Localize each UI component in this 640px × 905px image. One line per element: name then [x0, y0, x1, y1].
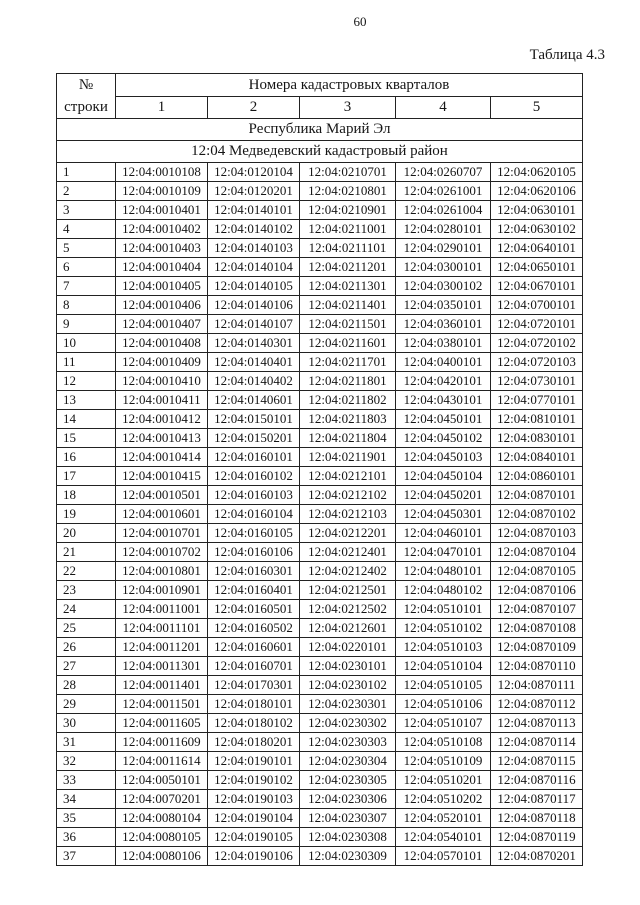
row-number-cell: 26	[57, 638, 116, 657]
cadastral-quarter-cell: 12:04:0010404	[116, 258, 208, 277]
cadastral-quarter-cell: 12:04:0211801	[300, 372, 396, 391]
cadastral-quarter-cell: 12:04:0140105	[208, 277, 300, 296]
cadastral-quarter-cell: 12:04:0010801	[116, 562, 208, 581]
table-row	[57, 410, 583, 429]
cadastral-quarter-cell: 12:04:0010401	[116, 201, 208, 220]
table-row	[57, 847, 583, 866]
cadastral-quarter-cell: 12:04:0160301	[208, 562, 300, 581]
cadastral-quarter-cell: 12:04:0450301	[396, 505, 491, 524]
cadastral-quarter-cell: 12:04:0211802	[300, 391, 396, 410]
cadastral-quarter-cell: 12:04:0190102	[208, 771, 300, 790]
table-row	[57, 467, 583, 486]
table-row	[57, 543, 583, 562]
cadastral-quarter-cell: 12:04:0010413	[116, 429, 208, 448]
table-row	[57, 809, 583, 828]
cadastral-quarter-cell: 12:04:0010414	[116, 448, 208, 467]
table-row	[57, 657, 583, 676]
row-number-cell: 11	[57, 353, 116, 372]
cadastral-quarter-cell: 12:04:0870106	[491, 581, 583, 600]
cadastral-quarter-cell: 12:04:0230303	[300, 733, 396, 752]
cadastral-quarter-cell: 12:04:0140301	[208, 334, 300, 353]
cadastral-quarter-cell: 12:04:0050101	[116, 771, 208, 790]
table-row	[57, 752, 583, 771]
cadastral-quarter-cell: 12:04:0211401	[300, 296, 396, 315]
cadastral-quarter-cell: 12:04:0510202	[396, 790, 491, 809]
row-number-cell: 25	[57, 619, 116, 638]
table-row	[57, 771, 583, 790]
cadastral-quarter-cell: 12:04:0160106	[208, 543, 300, 562]
cadastral-quarter-cell: 12:04:0450201	[396, 486, 491, 505]
cadastral-quarter-cell: 12:04:0010415	[116, 467, 208, 486]
cadastral-quarter-cell: 12:04:0211803	[300, 410, 396, 429]
cadastral-quarter-cell: 12:04:0300102	[396, 277, 491, 296]
cadastral-quarter-cell: 12:04:0870102	[491, 505, 583, 524]
region-row	[57, 119, 583, 141]
cadastral-quarter-cell: 12:04:0211601	[300, 334, 396, 353]
row-number-cell: 5	[57, 239, 116, 258]
cadastral-quarter-cell: 12:04:0870201	[491, 847, 583, 866]
cadastral-quarter-cell: 12:04:0290101	[396, 239, 491, 258]
cadastral-quarter-cell: 12:04:0720101	[491, 315, 583, 334]
cadastral-quarter-cell: 12:04:0510101	[396, 600, 491, 619]
cadastral-quarter-cell: 12:04:0140401	[208, 353, 300, 372]
cadastral-quarter-cell: 12:04:0350101	[396, 296, 491, 315]
cadastral-quarter-cell: 12:04:0010407	[116, 315, 208, 334]
table-row	[57, 714, 583, 733]
cadastral-quarter-cell: 12:04:0650101	[491, 258, 583, 277]
header-column-numbers	[116, 97, 583, 119]
cadastral-quarter-cell: 12:04:0230306	[300, 790, 396, 809]
row-number-cell: 4	[57, 220, 116, 239]
cadastral-quarter-cell: 12:04:0212402	[300, 562, 396, 581]
header-quarters	[116, 74, 583, 119]
cadastral-quarter-cell: 12:04:0080105	[116, 828, 208, 847]
cadastral-quarter-cell: 12:04:0211901	[300, 448, 396, 467]
cadastral-quarter-cell: 12:04:0430101	[396, 391, 491, 410]
table-row	[57, 733, 583, 752]
cadastral-quarter-cell: 12:04:0870113	[491, 714, 583, 733]
cadastral-quarter-cell: 12:04:0870117	[491, 790, 583, 809]
cadastral-quarter-cell: 12:04:0870114	[491, 733, 583, 752]
cadastral-quarter-cell: 12:04:0870116	[491, 771, 583, 790]
row-number-cell: 12	[57, 372, 116, 391]
cadastral-quarter-cell: 12:04:0010108	[116, 163, 208, 182]
cadastral-quarter-cell: 12:04:0140102	[208, 220, 300, 239]
cadastral-quarter-cell: 12:04:0400101	[396, 353, 491, 372]
cadastral-quarter-cell: 12:04:0870119	[491, 828, 583, 847]
row-number-cell: 10	[57, 334, 116, 353]
cadastral-quarter-cell: 12:04:0140402	[208, 372, 300, 391]
cadastral-quarter-cell: 12:04:0010410	[116, 372, 208, 391]
row-number-cell: 14	[57, 410, 116, 429]
row-number-cell: 28	[57, 676, 116, 695]
cadastral-quarter-cell: 12:04:0211301	[300, 277, 396, 296]
header-group-label: Номера кадастровых кварталов	[116, 74, 583, 97]
cadastral-quarter-cell: 12:04:0420101	[396, 372, 491, 391]
cadastral-quarter-cell: 12:04:0540101	[396, 828, 491, 847]
table-row	[57, 296, 583, 315]
cadastral-quarter-cell: 12:04:0230102	[300, 676, 396, 695]
cadastral-quarter-cell: 12:04:0840101	[491, 448, 583, 467]
row-number-cell: 18	[57, 486, 116, 505]
cadastral-quarter-cell: 12:04:0830101	[491, 429, 583, 448]
table-row	[57, 505, 583, 524]
cadastral-quarter-cell: 12:04:0010408	[116, 334, 208, 353]
cadastral-quarter-cell: 12:04:0010702	[116, 543, 208, 562]
row-number-cell: 29	[57, 695, 116, 714]
row-number-cell: 21	[57, 543, 116, 562]
cadastral-quarter-cell: 12:04:0720103	[491, 353, 583, 372]
cadastral-quarter-cell: 12:04:0212201	[300, 524, 396, 543]
cadastral-quarter-cell: 12:04:0450102	[396, 429, 491, 448]
cadastral-quarter-cell: 12:04:0860101	[491, 467, 583, 486]
cadastral-quarter-cell: 12:04:0510102	[396, 619, 491, 638]
row-number-cell: 37	[57, 847, 116, 866]
cadastral-quarter-cell: 12:04:0080106	[116, 847, 208, 866]
table-row	[57, 676, 583, 695]
cadastral-quarter-cell: 12:04:0261004	[396, 201, 491, 220]
cadastral-quarter-cell: 12:04:0120104	[208, 163, 300, 182]
cadastral-quarter-cell: 12:04:0720102	[491, 334, 583, 353]
cadastral-quarter-cell: 12:04:0190101	[208, 752, 300, 771]
cadastral-quarter-cell: 12:04:0870108	[491, 619, 583, 638]
table-row	[57, 315, 583, 334]
cadastral-quarter-cell: 12:04:0620106	[491, 182, 583, 201]
cadastral-quarter-cell: 12:04:0011501	[116, 695, 208, 714]
cadastral-quarter-cell: 12:04:0010411	[116, 391, 208, 410]
row-number-cell: 13	[57, 391, 116, 410]
cadastral-quarter-cell: 12:04:0211501	[300, 315, 396, 334]
cadastral-quarter-cell: 12:04:0150201	[208, 429, 300, 448]
cadastral-quarter-cell: 12:04:0010601	[116, 505, 208, 524]
cadastral-quarter-cell: 12:04:0230308	[300, 828, 396, 847]
table-row	[57, 201, 583, 220]
cadastral-quarter-cell: 12:04:0380101	[396, 334, 491, 353]
row-number-cell: 35	[57, 809, 116, 828]
cadastral-quarters-table	[56, 73, 583, 866]
cadastral-quarter-cell: 12:04:0180201	[208, 733, 300, 752]
cadastral-quarter-cell: 12:04:0011101	[116, 619, 208, 638]
row-number-cell: 16	[57, 448, 116, 467]
cadastral-quarter-cell: 12:04:0211201	[300, 258, 396, 277]
row-number-cell: 2	[57, 182, 116, 201]
column-header-2: 2	[208, 97, 300, 119]
cadastral-quarter-cell: 12:04:0160101	[208, 448, 300, 467]
row-number-cell: 17	[57, 467, 116, 486]
table-row	[57, 600, 583, 619]
cadastral-quarter-cell: 12:04:0212502	[300, 600, 396, 619]
table-row	[57, 790, 583, 809]
table-row	[57, 277, 583, 296]
table-row	[57, 334, 583, 353]
cadastral-quarter-cell: 12:04:0260707	[396, 163, 491, 182]
cadastral-quarter-cell: 12:04:0870105	[491, 562, 583, 581]
cadastral-quarter-cell: 12:04:0870111	[491, 676, 583, 695]
cadastral-quarter-cell: 12:04:0010403	[116, 239, 208, 258]
cadastral-quarter-cell: 12:04:0510105	[396, 676, 491, 695]
table-row	[57, 581, 583, 600]
cadastral-quarter-cell: 12:04:0450101	[396, 410, 491, 429]
cadastral-quarter-cell: 12:04:0212601	[300, 619, 396, 638]
cadastral-quarter-cell: 12:04:0870112	[491, 695, 583, 714]
row-number-cell: 32	[57, 752, 116, 771]
cadastral-quarter-cell: 12:04:0160501	[208, 600, 300, 619]
row-number-cell: 1	[57, 163, 116, 182]
cadastral-quarter-cell: 12:04:0010501	[116, 486, 208, 505]
cadastral-quarter-cell: 12:04:0160601	[208, 638, 300, 657]
header-number-sign: №	[78, 77, 94, 93]
cadastral-quarter-cell: 12:04:0510201	[396, 771, 491, 790]
cadastral-quarter-cell: 12:04:0640101	[491, 239, 583, 258]
cadastral-quarter-cell: 12:04:0070201	[116, 790, 208, 809]
cadastral-quarter-cell: 12:04:0140104	[208, 258, 300, 277]
cadastral-quarter-cell: 12:04:0140107	[208, 315, 300, 334]
cadastral-quarter-cell: 12:04:0160102	[208, 467, 300, 486]
cadastral-quarter-cell: 12:04:0150101	[208, 410, 300, 429]
table-row	[57, 828, 583, 847]
cadastral-quarter-cell: 12:04:0190103	[208, 790, 300, 809]
cadastral-quarter-cell: 12:04:0010402	[116, 220, 208, 239]
cadastral-quarter-cell: 12:04:0010901	[116, 581, 208, 600]
region-name: Республика Марий Эл	[57, 119, 583, 141]
table-row	[57, 182, 583, 201]
cadastral-quarter-cell: 12:04:0212101	[300, 467, 396, 486]
cadastral-quarter-cell: 12:04:0870110	[491, 657, 583, 676]
cadastral-quarter-cell: 12:04:0010701	[116, 524, 208, 543]
cadastral-quarter-cell: 12:04:0010405	[116, 277, 208, 296]
cadastral-quarter-cell: 12:04:0010409	[116, 353, 208, 372]
table-row	[57, 524, 583, 543]
table-row	[57, 562, 583, 581]
cadastral-quarter-cell: 12:04:0810101	[491, 410, 583, 429]
cadastral-quarter-cell: 12:04:0360101	[396, 315, 491, 334]
cadastral-quarter-cell: 12:04:0230301	[300, 695, 396, 714]
cadastral-quarter-cell: 12:04:0011201	[116, 638, 208, 657]
cadastral-quarter-cell: 12:04:0870107	[491, 600, 583, 619]
cadastral-quarter-cell: 12:04:0011001	[116, 600, 208, 619]
column-header-1: 1	[116, 97, 208, 119]
cadastral-quarter-cell: 12:04:0480101	[396, 562, 491, 581]
table-row	[57, 353, 583, 372]
cadastral-quarter-cell: 12:04:0230304	[300, 752, 396, 771]
table-row	[57, 619, 583, 638]
row-number-cell: 8	[57, 296, 116, 315]
cadastral-quarter-cell: 12:04:0010109	[116, 182, 208, 201]
cadastral-quarter-cell: 12:04:0450103	[396, 448, 491, 467]
row-number-cell: 36	[57, 828, 116, 847]
cadastral-quarter-cell: 12:04:0770101	[491, 391, 583, 410]
row-number-cell: 33	[57, 771, 116, 790]
cadastral-quarter-cell: 12:04:0570101	[396, 847, 491, 866]
cadastral-quarter-cell: 12:04:0190104	[208, 809, 300, 828]
cadastral-quarter-cell: 12:04:0211101	[300, 239, 396, 258]
table-row	[57, 429, 583, 448]
row-number-cell: 20	[57, 524, 116, 543]
table-row	[57, 391, 583, 410]
cadastral-quarter-cell: 12:04:0212103	[300, 505, 396, 524]
row-number-cell: 31	[57, 733, 116, 752]
cadastral-quarter-cell: 12:04:0140106	[208, 296, 300, 315]
cadastral-quarter-cell: 12:04:0870101	[491, 486, 583, 505]
table-row	[57, 448, 583, 467]
cadastral-quarter-cell: 12:04:0120201	[208, 182, 300, 201]
cadastral-quarter-cell: 12:04:0480102	[396, 581, 491, 600]
column-header-3: 3	[300, 97, 396, 119]
cadastral-quarter-cell: 12:04:0230302	[300, 714, 396, 733]
cadastral-quarter-cell: 12:04:0210901	[300, 201, 396, 220]
cadastral-quarter-cell: 12:04:0230309	[300, 847, 396, 866]
cadastral-quarter-cell: 12:04:0630101	[491, 201, 583, 220]
cadastral-quarter-cell: 12:04:0510104	[396, 657, 491, 676]
cadastral-quarter-cell: 12:04:0520101	[396, 809, 491, 828]
cadastral-quarter-cell: 12:04:0670101	[491, 277, 583, 296]
cadastral-quarter-cell: 12:04:0870118	[491, 809, 583, 828]
cadastral-quarter-cell: 12:04:0011301	[116, 657, 208, 676]
cadastral-quarter-cell: 12:04:0011609	[116, 733, 208, 752]
cadastral-quarter-cell: 12:04:0180101	[208, 695, 300, 714]
row-number-cell: 23	[57, 581, 116, 600]
table-row	[57, 163, 583, 182]
cadastral-quarter-cell: 12:04:0160105	[208, 524, 300, 543]
cadastral-quarter-cell: 12:04:0140103	[208, 239, 300, 258]
table-row	[57, 220, 583, 239]
cadastral-quarter-cell: 12:04:0010406	[116, 296, 208, 315]
cadastral-quarter-cell: 12:04:0011605	[116, 714, 208, 733]
cadastral-quarter-cell: 12:04:0630102	[491, 220, 583, 239]
cadastral-quarter-cell: 12:04:0510109	[396, 752, 491, 771]
cadastral-quarter-cell: 12:04:0510103	[396, 638, 491, 657]
cadastral-quarter-cell: 12:04:0460101	[396, 524, 491, 543]
cadastral-quarter-cell: 12:04:0510107	[396, 714, 491, 733]
row-number-cell: 9	[57, 315, 116, 334]
cadastral-quarter-cell: 12:04:0080104	[116, 809, 208, 828]
row-number-cell: 24	[57, 600, 116, 619]
table-row	[57, 372, 583, 391]
cadastral-quarter-cell: 12:04:0730101	[491, 372, 583, 391]
cadastral-quarter-cell: 12:04:0280101	[396, 220, 491, 239]
cadastral-quarter-cell: 12:04:0261001	[396, 182, 491, 201]
cadastral-quarter-cell: 12:04:0870115	[491, 752, 583, 771]
table-caption: Таблица 4.3	[529, 47, 605, 63]
cadastral-quarter-cell: 12:04:0450104	[396, 467, 491, 486]
table-body	[57, 163, 583, 866]
cadastral-quarter-cell: 12:04:0510106	[396, 695, 491, 714]
cadastral-quarter-cell: 12:04:0870104	[491, 543, 583, 562]
cadastral-quarter-cell: 12:04:0230307	[300, 809, 396, 828]
cadastral-quarter-cell: 12:04:0160104	[208, 505, 300, 524]
cadastral-quarter-cell: 12:04:0140101	[208, 201, 300, 220]
district-row	[57, 141, 583, 163]
cadastral-quarter-cell: 12:04:0160502	[208, 619, 300, 638]
cadastral-quarter-cell: 12:04:0160701	[208, 657, 300, 676]
header-rows-label: строки	[64, 99, 108, 115]
cadastral-quarter-cell: 12:04:0870109	[491, 638, 583, 657]
page-number: 60	[353, 14, 367, 29]
cadastral-quarter-cell: 12:04:0170301	[208, 676, 300, 695]
row-number-cell: 3	[57, 201, 116, 220]
cadastral-quarter-cell: 12:04:0620105	[491, 163, 583, 182]
cadastral-quarter-cell: 12:04:0011401	[116, 676, 208, 695]
row-number-cell: 6	[57, 258, 116, 277]
cadastral-quarter-cell: 12:04:0211701	[300, 353, 396, 372]
cadastral-quarter-cell: 12:04:0212102	[300, 486, 396, 505]
cadastral-quarter-cell: 12:04:0190105	[208, 828, 300, 847]
cadastral-quarter-cell: 12:04:0212401	[300, 543, 396, 562]
column-header-4: 4	[396, 97, 491, 119]
table-row	[57, 258, 583, 277]
table-row	[57, 239, 583, 258]
cadastral-quarter-cell: 12:04:0010412	[116, 410, 208, 429]
cadastral-quarter-cell: 12:04:0180102	[208, 714, 300, 733]
table-row	[57, 638, 583, 657]
column-header-5: 5	[491, 97, 583, 119]
cadastral-quarter-cell: 12:04:0230101	[300, 657, 396, 676]
row-number-cell: 15	[57, 429, 116, 448]
cadastral-quarter-cell: 12:04:0211001	[300, 220, 396, 239]
cadastral-quarter-cell: 12:04:0510108	[396, 733, 491, 752]
table-header	[57, 74, 583, 119]
cadastral-quarter-cell: 12:04:0210801	[300, 182, 396, 201]
cadastral-quarter-cell: 12:04:0300101	[396, 258, 491, 277]
cadastral-quarter-cell: 12:04:0210701	[300, 163, 396, 182]
row-number-cell: 22	[57, 562, 116, 581]
row-number-cell: 30	[57, 714, 116, 733]
cadastral-quarter-cell: 12:04:0190106	[208, 847, 300, 866]
cadastral-quarter-cell: 12:04:0700101	[491, 296, 583, 315]
row-number-cell: 19	[57, 505, 116, 524]
cadastral-quarter-cell: 12:04:0230305	[300, 771, 396, 790]
row-number-cell: 27	[57, 657, 116, 676]
cadastral-quarter-cell: 12:04:0220101	[300, 638, 396, 657]
district-name: 12:04 Медведевский кадастровый район	[57, 141, 583, 163]
header-row-number	[57, 74, 116, 119]
table-row	[57, 695, 583, 714]
cadastral-quarter-cell: 12:04:0160401	[208, 581, 300, 600]
cadastral-quarter-cell: 12:04:0870103	[491, 524, 583, 543]
row-number-cell: 7	[57, 277, 116, 296]
row-number-cell: 34	[57, 790, 116, 809]
cadastral-quarter-cell: 12:04:0011614	[116, 752, 208, 771]
cadastral-quarter-cell: 12:04:0211804	[300, 429, 396, 448]
table-row	[57, 486, 583, 505]
cadastral-quarter-cell: 12:04:0140601	[208, 391, 300, 410]
cadastral-quarter-cell: 12:04:0160103	[208, 486, 300, 505]
cadastral-quarter-cell: 12:04:0470101	[396, 543, 491, 562]
cadastral-quarter-cell: 12:04:0212501	[300, 581, 396, 600]
